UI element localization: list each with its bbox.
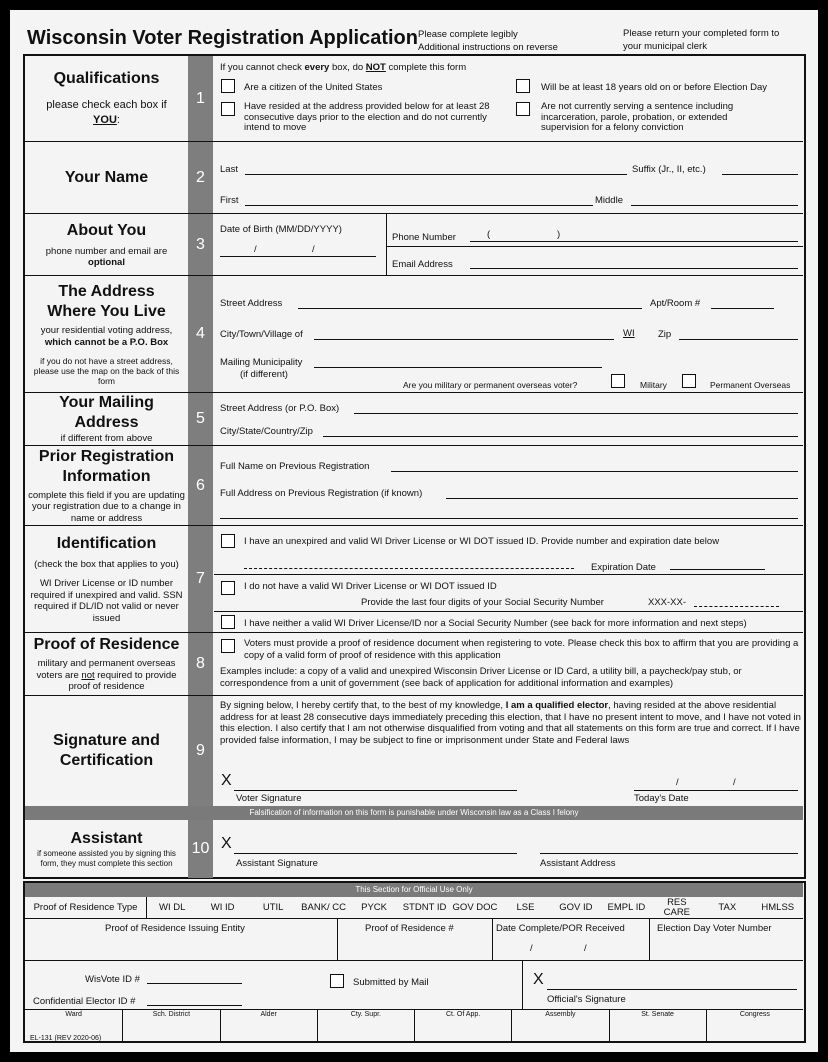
wisvote-label: WisVote ID # xyxy=(85,974,140,985)
prev-address-field[interactable] xyxy=(446,498,798,499)
middle-name-field[interactable] xyxy=(631,205,798,206)
mailing-city-field[interactable] xyxy=(323,436,798,437)
section-your-name xyxy=(25,142,803,214)
section-subtitle xyxy=(27,658,186,693)
email-field[interactable] xyxy=(470,268,798,269)
official-signature-x: X xyxy=(533,971,544,988)
district-row xyxy=(25,1009,803,1040)
district-cell[interactable]: Cty. Supr. xyxy=(317,1010,414,1041)
dob-slash-1: / xyxy=(254,244,257,255)
state-wi: WI xyxy=(623,328,635,339)
section-number: 3 xyxy=(188,214,213,275)
first-name-field[interactable] xyxy=(245,205,593,206)
proof-examples-text: Examples include: a copy of a valid and unexpired Wisconsin Driver License or ID Card, a utility bill, a paycheck/pay stub, or correspondence from a unit of government (see back of application for additional information and examples) xyxy=(220,666,742,689)
last-name-field[interactable] xyxy=(245,174,627,175)
main-form-frame xyxy=(23,54,806,879)
section-title: Your Name xyxy=(64,168,149,186)
section-content xyxy=(214,820,803,878)
official-divider xyxy=(492,919,493,960)
section-signature xyxy=(25,696,803,806)
sub-you: YOU xyxy=(93,114,117,126)
phone-field[interactable] xyxy=(470,241,798,242)
instr-e: complete this form xyxy=(385,62,467,73)
por-number-label: Proof of Residence # xyxy=(365,923,454,934)
por-code-cell: UTIL xyxy=(262,902,284,913)
district-cell[interactable]: Assembly xyxy=(511,1010,608,1041)
ssn-field[interactable] xyxy=(694,606,779,607)
form-title: Wisconsin Voter Registration Application xyxy=(27,27,418,49)
assistant-signature-label: Assistant Signature xyxy=(236,858,318,869)
proof-affirm-text: Voters must provide a proof of residence document when registering to vote. Please check this box to affirm that you are providing a copy of a valid form of proof of residence with this application xyxy=(244,638,799,661)
proof-checkbox[interactable] xyxy=(221,639,235,653)
about-divider xyxy=(386,214,387,275)
section-label xyxy=(25,820,188,878)
section-content xyxy=(214,696,803,806)
section-content xyxy=(214,526,803,632)
district-cell[interactable]: Ct. Of App. xyxy=(414,1010,511,1041)
official-divider xyxy=(649,919,650,960)
has-license-label: I have an unexpired and valid WI Driver License or WI DOT issued ID. Provide number and expiration date below xyxy=(244,536,720,547)
military-label: Military xyxy=(640,380,667,390)
section-label xyxy=(25,633,188,695)
dob-field[interactable] xyxy=(220,256,376,257)
prev-address-field-2[interactable] xyxy=(220,518,798,519)
citizen-checkbox[interactable] xyxy=(221,79,235,93)
street-label: Street Address xyxy=(220,298,283,309)
zip-label: Zip xyxy=(658,329,672,340)
section-subtitle: if someone assisted you by signing this form, they must complete this section xyxy=(37,849,176,868)
neither-checkbox[interactable] xyxy=(221,615,235,629)
prev-address-label: Full Address on Previous Registration (if known) xyxy=(220,488,423,499)
official-banner: This Section for Official Use Only xyxy=(25,883,803,897)
phone-paren-close: ) xyxy=(557,229,561,240)
section-number: 5 xyxy=(188,393,213,445)
por-code-cell: PYCK xyxy=(361,902,387,913)
id-divider-1 xyxy=(214,574,803,575)
wisvote-field[interactable] xyxy=(147,983,242,984)
todays-date-label: Today's Date xyxy=(634,793,689,804)
section-about-you xyxy=(25,214,803,276)
section-subtitle: if different from above xyxy=(60,433,153,445)
section-label xyxy=(25,696,188,806)
ssn-prefix: XXX-XX- xyxy=(648,597,687,608)
mailing-street-field[interactable] xyxy=(354,413,798,414)
instr-c: box, do xyxy=(329,62,366,73)
section-title: Proof of Residence xyxy=(33,636,180,654)
middle-name-label: Middle xyxy=(595,195,623,206)
form-id: EL-131 (REV 2020-06) xyxy=(30,1035,102,1042)
section-subtitle-id: WI Driver License or ID number required if unexpired and valid. SSN required if DL/ID not valid or never issued xyxy=(30,578,183,624)
prev-name-label: Full Name on Previous Registration xyxy=(220,461,370,472)
expiration-label: Expiration Date xyxy=(591,562,656,573)
phone-email-divider xyxy=(386,246,803,247)
confidential-id-field[interactable] xyxy=(147,1005,242,1006)
voter-signature-x: X xyxy=(221,772,232,789)
section-number: 8 xyxy=(188,633,213,695)
por-code-cell: RES CARE xyxy=(663,897,691,918)
sub-text: please check each box if xyxy=(46,99,167,111)
section-subtitle-map: if you do not have a street address, please use the map on the back of this form xyxy=(33,356,180,386)
section-label xyxy=(25,214,188,275)
section-subtitle: complete this field if you are updating your registration due to a change in name or address xyxy=(28,489,185,524)
section-subtitle-optional: optional xyxy=(88,257,125,268)
section-content xyxy=(214,214,803,275)
section-subtitle-pobox: which cannot be a P.O. Box xyxy=(44,336,169,348)
first-name-label: First xyxy=(220,195,239,206)
certification-text xyxy=(220,700,802,746)
section-assistant xyxy=(25,820,803,878)
todays-date-field[interactable] xyxy=(634,790,798,791)
official-signature-label: Official's Signature xyxy=(547,994,626,1005)
sub-a: military and permanent overseas voters are xyxy=(36,658,176,681)
resided-checkbox[interactable] xyxy=(221,102,235,116)
district-cell[interactable]: Congress xyxy=(706,1010,803,1041)
sentence-label: Are not currently serving a sentence including incarceration, parole, probation, or extended supervision for a felony conviction xyxy=(541,101,734,133)
section-qualifications xyxy=(25,56,803,142)
prev-name-field[interactable] xyxy=(391,471,798,472)
phone-label: Phone Number xyxy=(392,232,456,243)
section-label xyxy=(25,56,188,141)
section-title-line1: Signature and xyxy=(53,732,160,749)
military-checkbox[interactable] xyxy=(611,374,625,388)
military-question: Are you military or permanent overseas voter? xyxy=(403,380,578,390)
section-title: Assistant xyxy=(70,830,143,847)
sub-colon: : xyxy=(116,114,120,126)
sub-not: not xyxy=(81,669,95,681)
age-checkbox[interactable] xyxy=(516,79,530,93)
cert-c: , having resided at the above residential address for at least 28 consecutive days immediately preceding this election, that I have no present intent to move, and I have not voted in this election. I also certify that I am not otherwise disqualified from voting and that all statements on this form are true and correct. If I have provided false information, I may be subject to fine or imprisonment under State and Federal laws xyxy=(220,700,801,746)
por-code-cell: EMPL ID xyxy=(607,902,646,913)
official-slash-1: / xyxy=(530,943,533,954)
submitted-by-mail-label: Submitted by Mail xyxy=(353,977,429,988)
instr-every: every xyxy=(304,62,330,73)
official-row-2 xyxy=(25,919,803,961)
mailing-municipality-label: Mailing Municipality xyxy=(220,357,303,368)
section-subtitle xyxy=(46,98,166,128)
voter-signature-field[interactable] xyxy=(234,790,517,791)
section-title-line2: Information xyxy=(62,467,151,485)
section-content xyxy=(214,56,803,141)
section-subtitle: your residential voting address, xyxy=(40,325,173,336)
id-divider-2 xyxy=(214,611,803,612)
date-complete-label: Date Complete/POR Received xyxy=(496,923,625,934)
por-code-cell: LSE xyxy=(516,902,535,913)
section-number: 6 xyxy=(188,446,213,525)
instr-not: NOT xyxy=(365,62,386,73)
section-residential-address xyxy=(25,276,803,393)
section-identification xyxy=(25,526,803,633)
qualifications-instruction xyxy=(220,62,466,73)
section-label xyxy=(25,276,188,392)
section-title: About You xyxy=(66,221,147,239)
official-divider xyxy=(337,919,338,960)
section-label xyxy=(25,142,188,213)
has-license-checkbox[interactable] xyxy=(221,534,235,548)
election-day-number-label: Election Day Voter Number xyxy=(657,923,772,934)
section-number: 10 xyxy=(188,820,213,878)
section-title-line1: Your Mailing xyxy=(59,394,154,412)
section-proof-of-residence xyxy=(25,633,803,696)
registration-form xyxy=(10,10,818,1052)
ssn-label: Provide the last four digits of your Social Security Number xyxy=(361,597,604,608)
section-title-line1: Prior Registration xyxy=(38,447,175,465)
email-label: Email Address xyxy=(392,259,453,270)
por-code-cell: TAX xyxy=(718,902,737,913)
section-title: Qualifications xyxy=(53,70,160,87)
dob-label: Date of Birth (MM/DD/YYYY) xyxy=(220,224,342,235)
district-cell[interactable]: St. Senate xyxy=(609,1010,706,1041)
section-label xyxy=(25,526,188,632)
note-reverse: Additional instructions on reverse xyxy=(418,42,558,53)
city-field[interactable] xyxy=(314,339,614,340)
felony-warning: Falsification of information on this form is punishable under Wisconsin law as a Class I felony xyxy=(25,806,803,820)
official-slash-2: / xyxy=(584,943,587,954)
mailing-municipality-field[interactable] xyxy=(314,367,602,368)
section-subtitle: (check the box that applies to you) xyxy=(34,558,179,570)
por-code-cell: BANK/ CC xyxy=(301,902,347,913)
apt-label: Apt/Room # xyxy=(650,298,701,309)
section-title-line2: Address xyxy=(74,414,139,432)
no-license-label: I do not have a valid WI Driver License or WI DOT issued ID xyxy=(244,581,497,592)
sub-c: required to provide proof of residence xyxy=(68,669,177,693)
header-instructions xyxy=(418,28,558,54)
por-code-cell: STDNT ID xyxy=(402,902,447,913)
section-content xyxy=(214,633,803,695)
date-slash-1: / xyxy=(676,777,679,788)
section-number: 4 xyxy=(188,276,213,392)
apt-field[interactable] xyxy=(711,308,774,309)
official-divider xyxy=(522,961,523,1009)
por-code-cell: GOV ID xyxy=(559,902,593,913)
suffix-field[interactable] xyxy=(722,174,798,175)
phone-paren-open: ( xyxy=(487,229,491,240)
return-line2: your municipal clerk xyxy=(623,41,707,52)
sentence-checkbox[interactable] xyxy=(516,102,530,116)
return-line1: Please return your completed form to xyxy=(623,28,780,39)
por-code-cell: WI DL xyxy=(159,902,186,913)
street-field[interactable] xyxy=(298,308,642,309)
assistant-signature-field[interactable] xyxy=(234,853,517,854)
mailing-municipality-note: (if different) xyxy=(240,369,288,380)
zip-field[interactable] xyxy=(679,339,798,340)
section-title: Identification xyxy=(56,534,157,552)
expiration-field[interactable] xyxy=(670,569,765,570)
cert-qualified: I am a qualified elector xyxy=(505,700,609,711)
official-row-3 xyxy=(25,961,803,1009)
assistant-address-field[interactable] xyxy=(540,853,798,854)
por-code-cell: GOV DOC xyxy=(452,902,498,913)
overseas-label: Permanent Overseas xyxy=(710,380,791,390)
section-title-line1: The Address xyxy=(58,283,155,300)
note-legibly: Please complete legibly xyxy=(418,29,518,40)
confidential-id-label: Confidential Elector ID # xyxy=(33,996,136,1007)
section-number: 2 xyxy=(188,142,213,213)
submitted-by-mail-checkbox[interactable] xyxy=(330,974,344,988)
section-number: 9 xyxy=(188,696,213,806)
district-cell[interactable]: Sch. District xyxy=(122,1010,219,1041)
section-prior-registration xyxy=(25,446,803,526)
por-type-label: Proof of Residence Type xyxy=(25,897,147,919)
instr-a: If you cannot check xyxy=(220,62,305,73)
voter-signature-label: Voter Signature xyxy=(236,793,302,804)
section-content xyxy=(214,446,803,525)
resided-label: Have resided at the address provided below for at least 28 consecutive days prior to the election and do not currently intend to move xyxy=(244,101,490,133)
section-title-line2: Where You Live xyxy=(47,303,166,320)
citizen-label: Are a citizen of the United States xyxy=(244,82,383,93)
mailing-city-label: City/State/Country/Zip xyxy=(220,426,313,437)
age-label: Will be at least 18 years old on or before Election Day xyxy=(541,82,768,93)
date-slash-2: / xyxy=(733,777,736,788)
district-cell[interactable]: Alder xyxy=(220,1010,317,1041)
section-content xyxy=(214,142,803,213)
section-mailing-address xyxy=(25,393,803,446)
cert-a: By signing below, I hereby certify that, to the best of my knowledge, xyxy=(220,700,506,711)
city-label: City/Town/Village of xyxy=(220,329,303,340)
last-name-label: Last xyxy=(220,164,238,175)
section-content xyxy=(214,276,803,392)
overseas-checkbox[interactable] xyxy=(682,374,696,388)
section-content xyxy=(214,393,803,445)
section-subtitle: phone number and email are xyxy=(45,245,168,257)
section-label xyxy=(25,393,188,445)
dob-slash-2: / xyxy=(312,244,315,255)
district-cell[interactable]: Ward xyxy=(65,1011,82,1018)
assistant-address-label: Assistant Address xyxy=(540,858,616,869)
official-signature-field[interactable] xyxy=(547,989,797,990)
official-use-section xyxy=(23,881,806,1043)
no-license-checkbox[interactable] xyxy=(221,581,235,595)
mailing-street-label: Street Address (or P.O. Box) xyxy=(220,403,340,414)
section-number: 7 xyxy=(188,526,213,632)
section-number: 1 xyxy=(188,56,213,141)
suffix-label: Suffix (Jr., II, etc.) xyxy=(632,164,706,175)
issuing-entity-label: Proof of Residence Issuing Entity xyxy=(105,923,245,934)
section-label xyxy=(25,446,188,525)
neither-label: I have neither a valid WI Driver License/ID nor a Social Security Number (see back for more information and next steps) xyxy=(244,618,747,629)
por-type-row xyxy=(25,897,803,919)
section-title-line2: Certification xyxy=(59,752,154,769)
header-return xyxy=(623,27,779,53)
por-code-cell: HMLSS xyxy=(761,902,795,913)
por-code-cell: WI ID xyxy=(210,902,235,913)
assistant-signature-x: X xyxy=(221,835,232,852)
license-number-field[interactable] xyxy=(244,568,574,569)
